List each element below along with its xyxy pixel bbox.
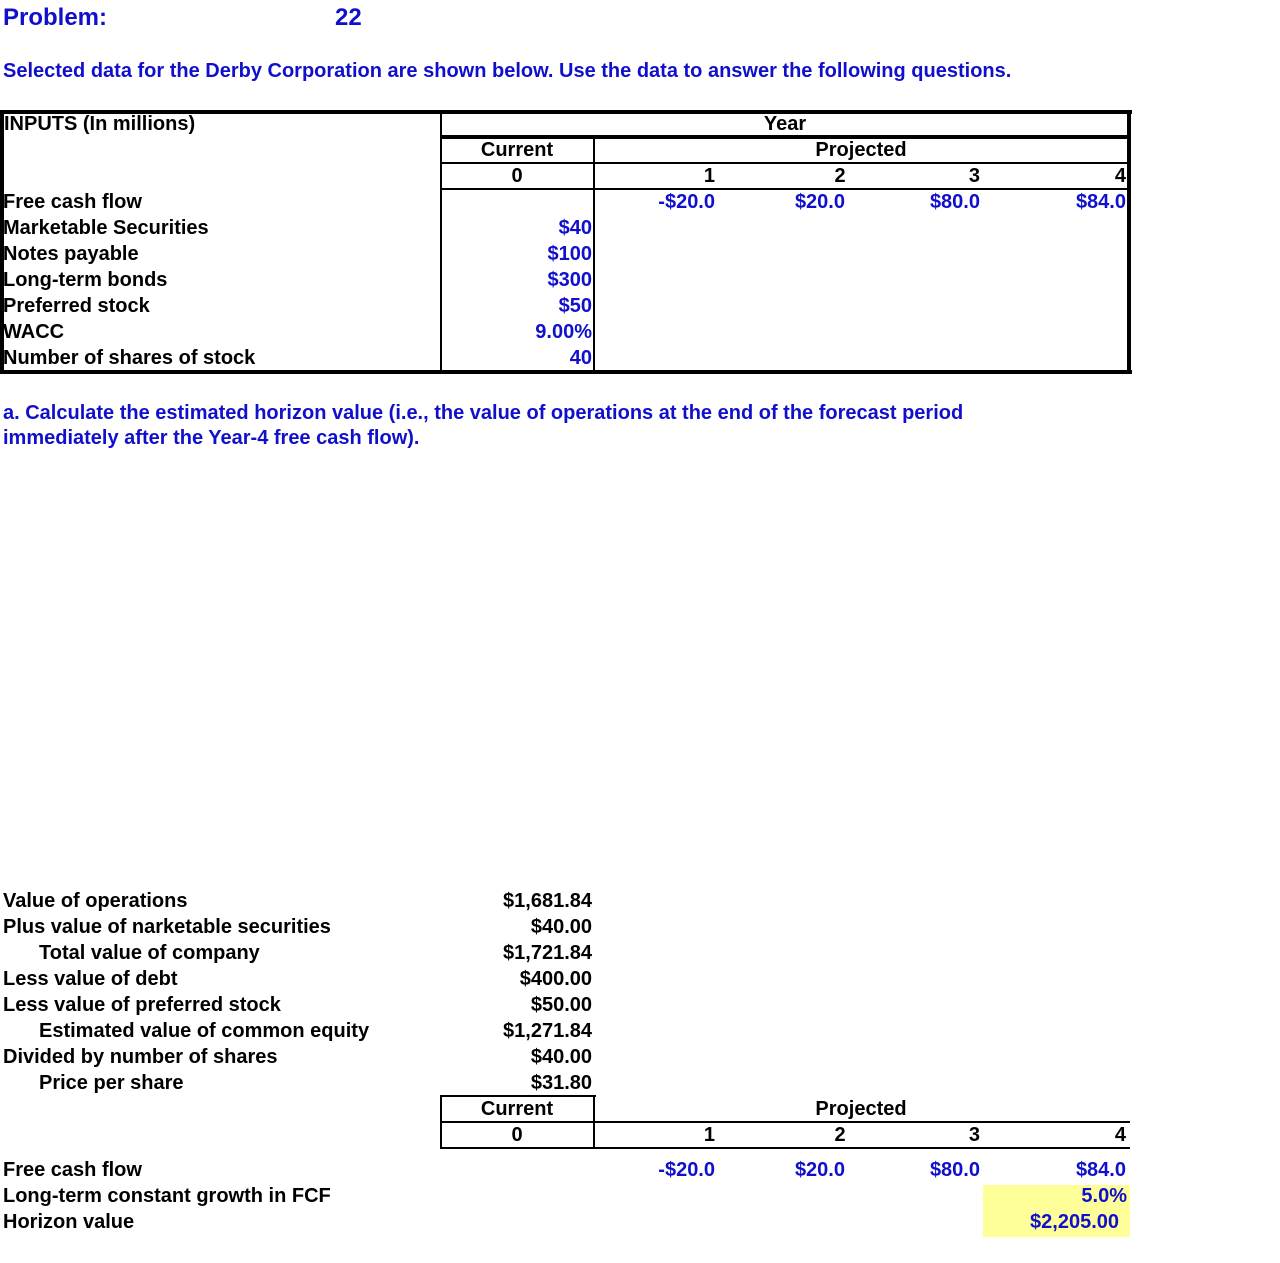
valuation-label: Less value of preferred stock <box>3 994 281 1016</box>
fcf-value: $80.0 <box>929 1159 980 1181</box>
year-number: 0 <box>511 165 523 187</box>
valuation-value: $50.00 <box>530 994 592 1016</box>
fcf-value: $84.0 <box>1075 191 1126 213</box>
valuation-label: Divided by number of shares <box>3 1046 278 1068</box>
fcf-label: Free cash flow <box>3 191 142 213</box>
input-label: Long-term bonds <box>3 269 168 291</box>
valuation-value: $1,271.84 <box>503 1020 592 1042</box>
valuation-value: $31.80 <box>530 1072 592 1094</box>
valuation-value: $1,681.84 <box>503 890 592 912</box>
input-value: 9.00% <box>535 321 592 343</box>
year-number: 3 <box>968 165 980 187</box>
valuation-label: Price per share <box>39 1072 184 1094</box>
input-label: WACC <box>3 321 65 343</box>
year-number: 2 <box>834 1124 846 1146</box>
table-border-right <box>1127 110 1131 374</box>
projected-header: Projected <box>815 139 907 161</box>
current-header: Current <box>480 1098 554 1120</box>
valuation-value: $40.00 <box>530 916 592 938</box>
year-number: 3 <box>968 1124 980 1146</box>
fcf-value: -$20.0 <box>658 1159 715 1181</box>
valuation-value: $40.00 <box>530 1046 592 1068</box>
valuation-value: $400.00 <box>519 968 592 990</box>
input-label: Preferred stock <box>3 295 150 317</box>
year-number: 2 <box>834 165 846 187</box>
year-header: Year <box>763 113 807 135</box>
fcf-value: $84.0 <box>1075 1159 1126 1181</box>
header-divider <box>440 1147 1130 1149</box>
fcf-value: $20.0 <box>794 191 845 213</box>
fcf-value: $80.0 <box>929 191 980 213</box>
valuation-label: Value of operations <box>3 890 188 912</box>
fcf-value: $20.0 <box>794 1159 845 1181</box>
projected-header: Projected <box>815 1098 907 1120</box>
input-value: $40 <box>558 217 592 239</box>
current-header: Current <box>480 139 554 161</box>
fcf-value: -$20.0 <box>658 191 715 213</box>
valuation-label: Plus value of narketable securities <box>3 916 331 938</box>
horizon-value-label: Horizon value <box>3 1211 135 1233</box>
year-number: 1 <box>703 165 715 187</box>
input-label: Marketable Securities <box>3 217 209 239</box>
question-a-line1: a. Calculate the estimated horizon value (i.e., the value of operations at the end of the forecast period <box>3 402 964 424</box>
input-label: Number of shares of stock <box>3 347 256 369</box>
problem-number: 22 <box>335 4 362 31</box>
intro-text: Selected data for the Derby Corporation are shown below. Use the data to answer the following questions. <box>3 60 1012 82</box>
valuation-value: $1,721.84 <box>503 942 592 964</box>
table-border-bottom <box>0 370 1132 374</box>
year-number: 0 <box>511 1124 523 1146</box>
year-number: 4 <box>1114 165 1126 187</box>
input-label: Notes payable <box>3 243 139 265</box>
input-value: $300 <box>547 269 592 291</box>
problem-label: Problem: <box>3 4 108 31</box>
valuation-label: Estimated value of common equity <box>39 1020 370 1042</box>
question-a-line2: immediately after the Year-4 free cash flow). <box>3 427 420 449</box>
fcf-label: Free cash flow <box>3 1159 142 1181</box>
horizon-value: $2,205.00 <box>1030 1211 1119 1233</box>
input-value: $100 <box>547 243 592 265</box>
year-number: 1 <box>703 1124 715 1146</box>
input-value: $50 <box>558 295 592 317</box>
input-value: 40 <box>569 347 592 369</box>
year-number: 4 <box>1114 1124 1126 1146</box>
growth-value: 5.0% <box>1081 1185 1127 1207</box>
valuation-label: Total value of company <box>39 942 260 964</box>
inputs-title: INPUTS (In millions) <box>4 113 196 135</box>
valuation-label: Less value of debt <box>3 968 178 990</box>
growth-label: Long-term constant growth in FCF <box>3 1185 331 1207</box>
